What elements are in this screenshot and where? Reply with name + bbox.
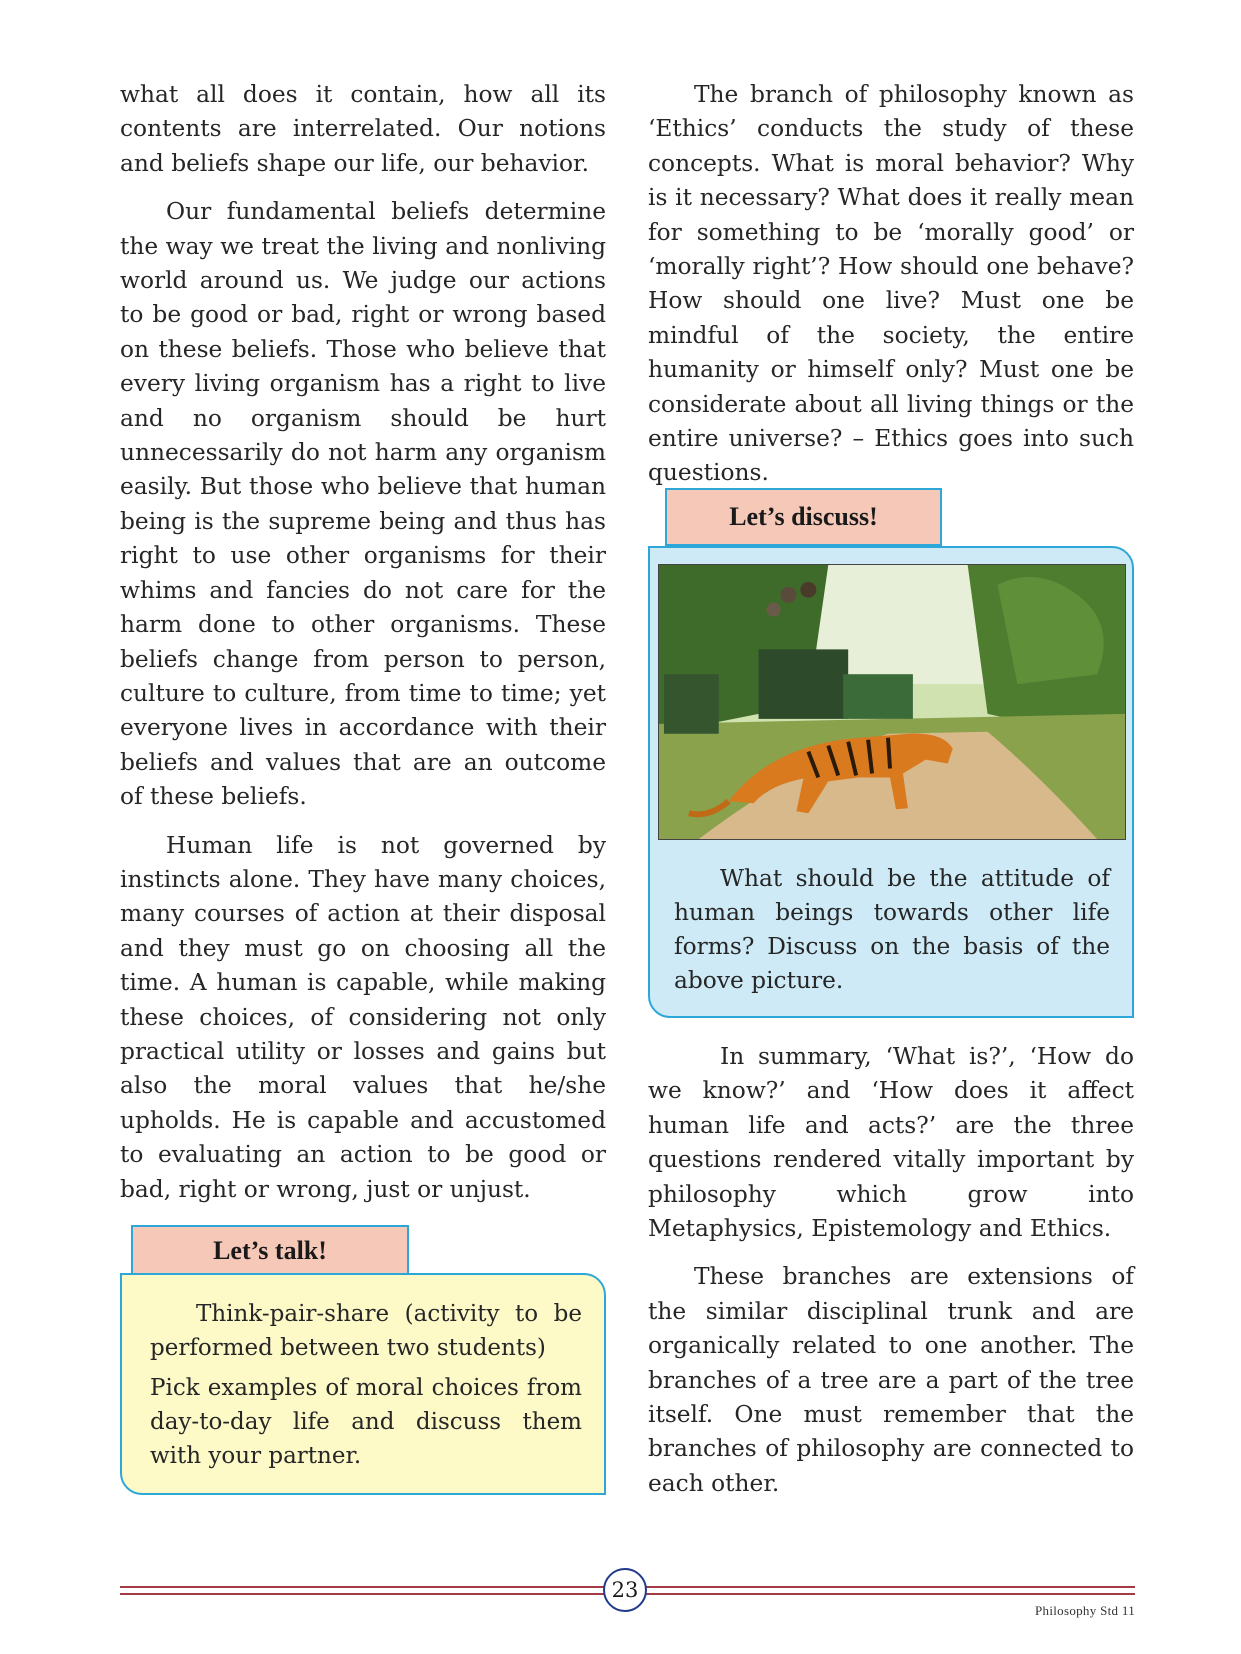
right-column-continued — [648, 1040, 1134, 1515]
right-column — [648, 78, 1134, 505]
left-column — [120, 78, 606, 1221]
lets-discuss-title — [665, 488, 942, 546]
activity-task: Pick examples of moral choices from day-to-day life and discuss them with your partner. — [150, 1375, 582, 1469]
paragraph: Our fundamental beliefs determine the way we treat the living and nonliving world around us. We judge our actions to be good or bad, right or wrong based on these beliefs. Those who believe that every living organism has a right to live and no organism should be hurt unnecessarily do not harm any organism easily. But those who believe that human being is the supreme being and thus has right to use other organisms for their whims and fancies do not care for the harm done to other organisms. These beliefs change from person to person, culture to culture, from time to time; yet everyone lives in accordance with their beliefs and values that are an outcome of these beliefs. — [120, 198, 606, 811]
book-name: Philosophy Std 11 — [1035, 1603, 1135, 1618]
discussion-question: What should be the attitude of human beings towards other life forms? Discuss on the basis of the above picture. — [674, 865, 1110, 994]
paragraph: Human life is not governed by instincts alone. They have many choices, many courses of action at their disposal and they must go on choosing all the time. A human is capable, while making these choices, of considering not only practical utility or losses and gains but also the moral values that he/she upholds. He is capable and accustomed to evaluating an action to be good or bad, right or wrong, just or unjust. — [120, 831, 606, 1203]
paragraph: what all does it contain, how all its contents are interrelated. Our notions and beliefs shape our life, our behavior. — [120, 81, 606, 177]
lets-discuss-box — [648, 546, 1134, 1018]
lets-talk-title — [131, 1225, 409, 1277]
tiger-safari-photo — [658, 564, 1126, 840]
lets-discuss-title-text: Let’s discuss! — [729, 502, 878, 531]
paragraph: The branch of philosophy known as ‘Ethics’ conducts the study of these concepts. What is moral behavior? Why is it necessary? What does it really mean for something to be ‘morally good’ or ‘morally right’? How should one behave? How should one live? Must one be mindful of the society, the entire humanity or himself only? Must one be considerate about all living things or the entire universe? – Ethics goes into such questions. — [648, 81, 1134, 487]
activity-instruction: Think-pair-share (activity to be performed between two students) — [150, 1301, 582, 1361]
page-number-text: 23 — [611, 1578, 639, 1602]
paragraph: In summary, ‘What is?’, ‘How do we know?’ and ‘How does it affect human life and acts?’ are the three questions rendered vitally important by philosophy which grow into Metaphysics, Epistemology and Ethics. — [648, 1043, 1134, 1243]
discuss-text — [658, 840, 1124, 998]
lets-talk-box — [120, 1273, 606, 1495]
page-number — [603, 1568, 647, 1612]
paragraph: These branches are extensions of the similar disciplinal trunk and are organically related to one another. The branches of a tree are a part of the tree itself. One must remember that the branches of philosophy are connected to each other. — [648, 1263, 1134, 1497]
lets-talk-title-text: Let’s talk! — [213, 1236, 327, 1265]
